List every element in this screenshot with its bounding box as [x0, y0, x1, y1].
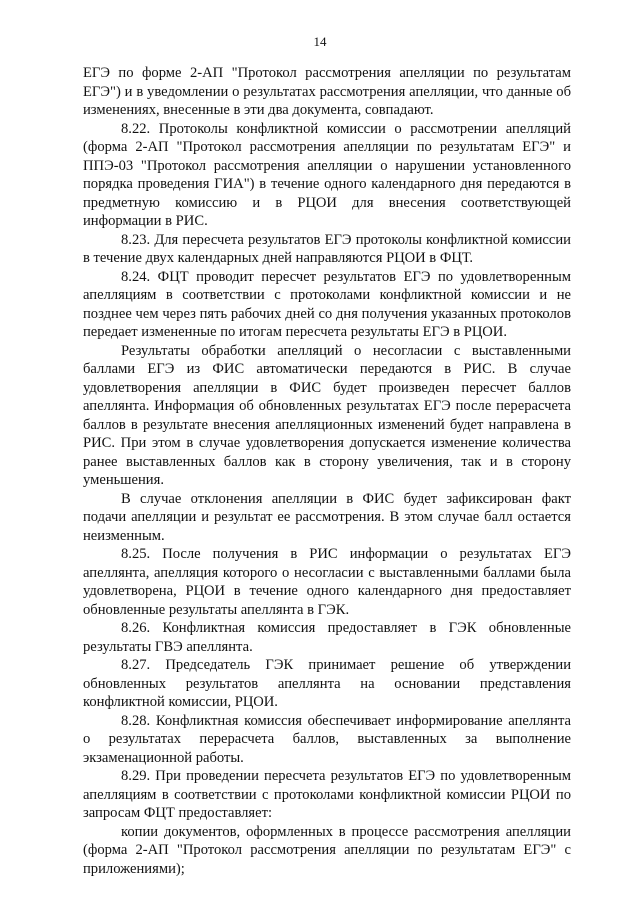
page-number: 14	[313, 34, 327, 49]
paragraph: 8.25. После получения в РИС информации о результатах ЕГЭ апеллянта, апелляция которого о несогласии с выставленными баллами была удовлетворена, РЦОИ в течение одного календарного дня предоставляет обновленные результаты апеллянта в ГЭК.	[83, 546, 571, 618]
paragraph: 8.29. При проведении пересчета результатов ЕГЭ по удовлетворенным апелляциям в соответствии с протоколами конфликтной комиссии РЦОИ по запросам ФЦТ предоставляет:	[83, 768, 571, 821]
paragraph: 8.28. Конфликтная комиссия обеспечивает информирование апеллянта о результатах перерасчета баллов, выставленных за выполнение экзаменационной работы.	[83, 712, 571, 766]
paragraph: 8.27. Председатель ГЭК принимает решение об утверждении обновленных результатов апеллянта на основании представления конфликтной комиссии, РЦОИ.	[83, 657, 571, 710]
paragraph: 8.24. ФЦТ проводит пересчет результатов ЕГЭ по удовлетворенным апелляциям в соответствии с протоколами конфликтной комиссии и не позднее чем через пять рабочих дней со дня получения указанных протоколов передает измененные по итогам пересчета результаты ЕГЭ в РЦОИ.	[83, 268, 571, 340]
paragraph: Результаты обработки апелляций о несогласии с выставленными баллами ЕГЭ из ФИС автоматически передаются в РИС. В случае удовлетворения апелляции в ФИС будет произведен пересчет баллов апеллянта. Информация об обновленных результатах ЕГЭ после перерасчета баллов в результате внесения апелляционных изменений будет направлена в РИС. При этом в случае удовлетворения допускается изменение количества ранее выставленных баллов как в сторону увеличения, так и в сторону уменьшения.	[83, 342, 571, 488]
paragraph: 8.23. Для пересчета результатов ЕГЭ протоколы конфликтной комиссии в течение двух календарных дней направляются РЦОИ в ФЦТ.	[83, 231, 571, 266]
paragraph: В случае отклонения апелляции в ФИС будет зафиксирован факт подачи апелляции и результат ее рассмотрения. В этом случае балл остается неизменным.	[83, 490, 571, 544]
paragraph: ЕГЭ по форме 2-АП "Протокол рассмотрения апелляции по результатам ЕГЭ") и в уведомлении о результатах рассмотрения апелляции, что данные об изменениях, внесенные в эти два документа, совпадают.	[83, 65, 571, 118]
paragraph: 8.22. Протоколы конфликтной комиссии о рассмотрении апелляций (форма 2-АП "Протокол рассмотрения апелляции по результатам ЕГЭ" и ППЭ-03 "Протокол рассмотрения апелляции о нарушении установленного порядка проведения ГИА") в течение одного календарного дня передаются в предметную комиссию и в РЦОИ для внесения соответствующей информации в РИС.	[83, 120, 571, 229]
paragraph: копии документов, оформленных в процессе рассмотрения апелляции (форма 2-АП "Протокол рассмотрения апелляции по результатам ЕГЭ" с приложениями);	[83, 823, 571, 877]
body-text	[83, 64, 571, 878]
paragraph: 8.26. Конфликтная комиссия предоставляет в ГЭК обновленные результаты ГВЭ апеллянта.	[83, 620, 571, 655]
